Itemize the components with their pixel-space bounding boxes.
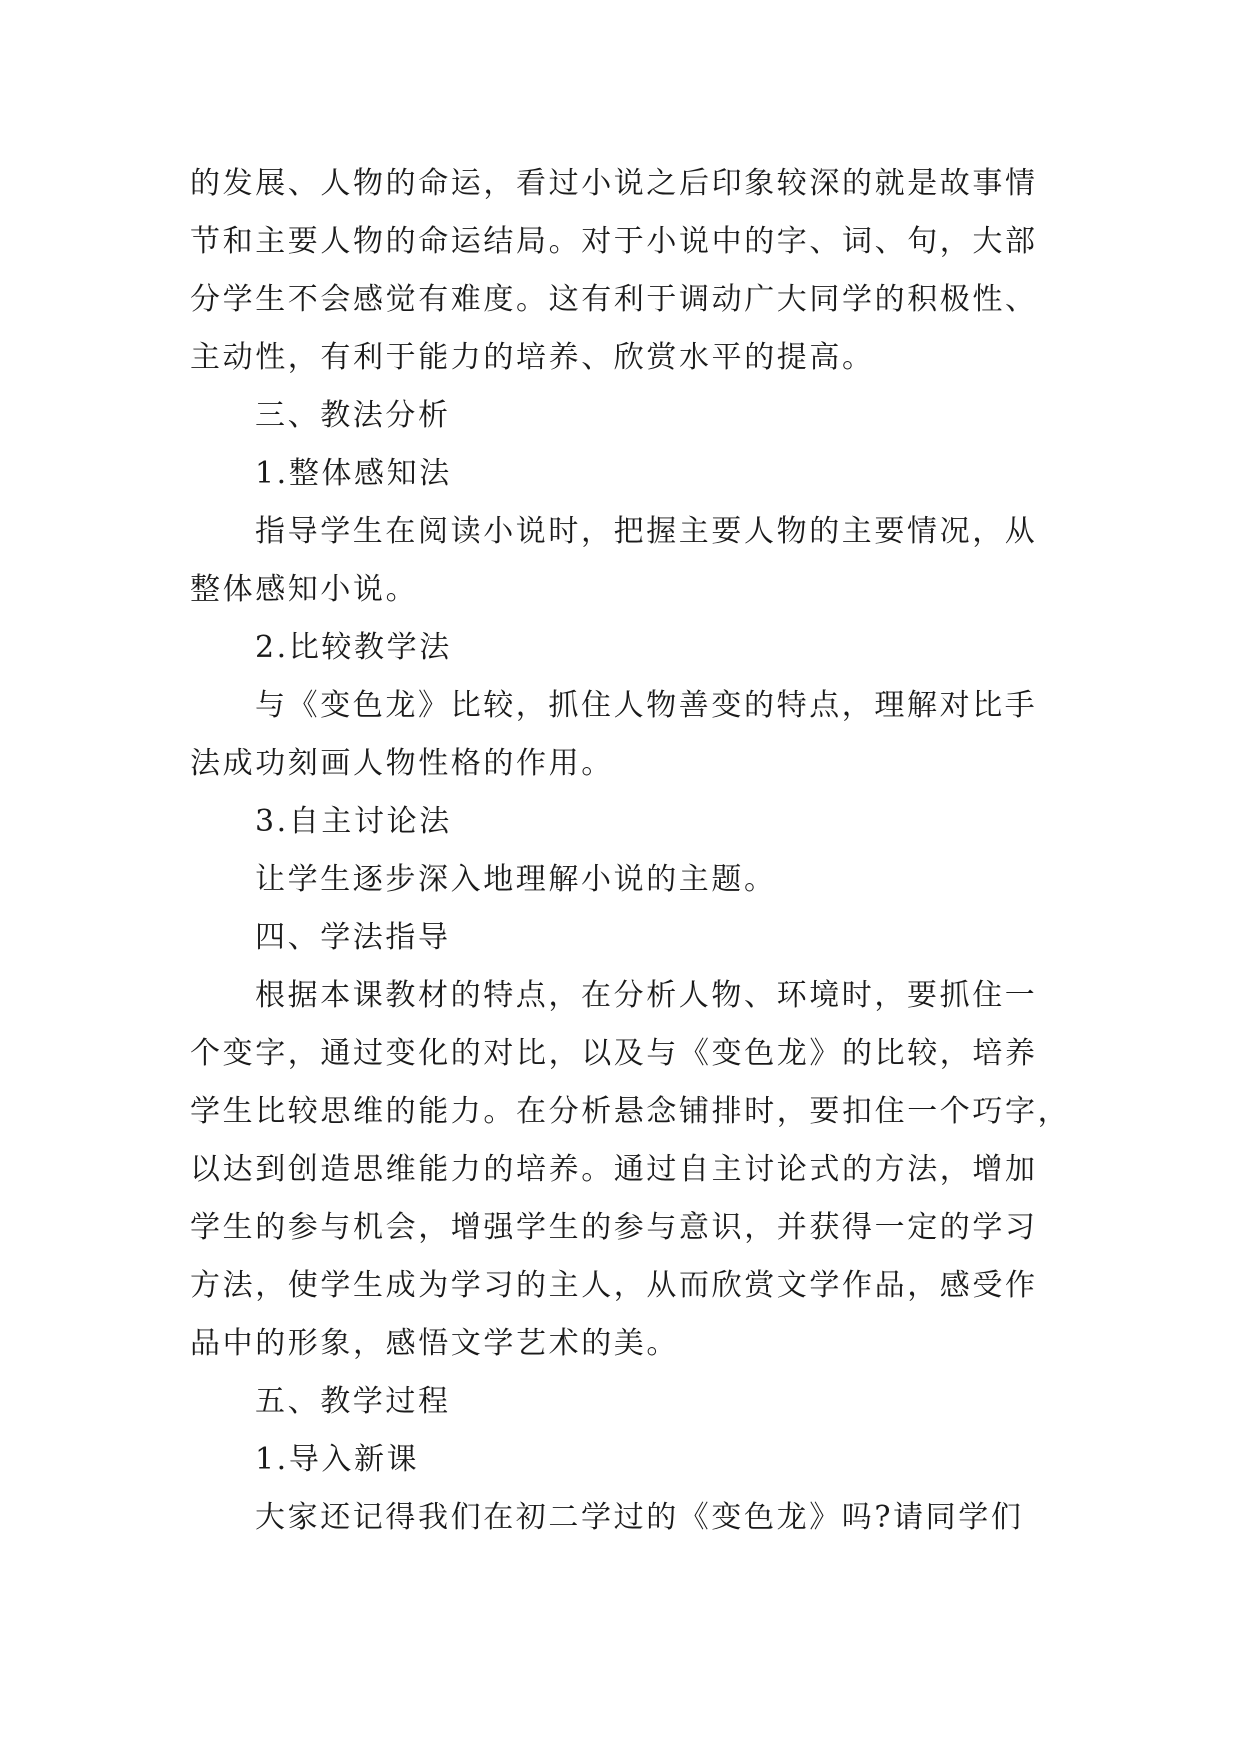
section-heading <box>190 619 1070 677</box>
text-line: 学生的参与机会，增强学生的参与意识，并获得一定的学习 <box>190 1210 1038 1245</box>
text-line: 的发展、人物的命运，看过小说之后印象较深的就是故事情 <box>190 166 1038 201</box>
section-heading <box>190 445 1070 503</box>
text-line: 法成功刻画人物性格的作用。 <box>190 746 614 781</box>
text-line: 个变字，通过变化的对比，以及与《变色龙》的比较，培养 <box>190 1036 1038 1071</box>
section-heading <box>190 387 1070 445</box>
section-heading <box>190 793 1070 851</box>
body-paragraph <box>190 1489 1070 1547</box>
text-line: 三、教法分析 <box>255 398 451 433</box>
text-line: 以达到创造思维能力的培养。通过自主讨论式的方法，增加 <box>190 1152 1038 1187</box>
text-line: 让学生逐步深入地理解小说的主题。 <box>255 862 777 897</box>
section-heading <box>190 1431 1070 1489</box>
text-line: 3.自主讨论法 <box>255 804 452 839</box>
text-line: 与《变色龙》比较，抓住人物善变的特点，理解对比手 <box>255 688 1038 723</box>
text-line: 1.导入新课 <box>255 1442 420 1477</box>
body-paragraph <box>190 851 1070 909</box>
text-line: 根据本课教材的特点，在分析人物、环境时，要抓住一 <box>255 978 1038 1013</box>
text-line: 品中的形象，感悟文学艺术的美。 <box>190 1326 679 1361</box>
text-line: 方法，使学生成为学习的主人，从而欣赏文学作品，感受作 <box>190 1268 1038 1303</box>
body-paragraph <box>190 503 1070 619</box>
section-heading <box>190 909 1070 967</box>
body-paragraph <box>190 677 1070 793</box>
text-line: 整体感知小说。 <box>190 572 419 607</box>
body-paragraph <box>190 967 1070 1373</box>
section-heading <box>190 1373 1070 1431</box>
document-body <box>190 155 1070 1547</box>
text-line: 1.整体感知法 <box>255 456 452 491</box>
text-line: 四、学法指导 <box>255 920 451 955</box>
body-paragraph <box>190 155 1070 387</box>
text-line: 大家还记得我们在初二学过的《变色龙》吗?请同学们 <box>255 1500 1024 1535</box>
text-line: 主动性，有利于能力的培养、欣赏水平的提高。 <box>190 340 875 375</box>
text-line: 五、教学过程 <box>255 1384 451 1419</box>
text-line: 2.比较教学法 <box>255 630 452 665</box>
text-line: 指导学生在阅读小说时，把握主要人物的主要情况，从 <box>255 514 1038 549</box>
text-line: 节和主要人物的命运结局。对于小说中的字、词、句，大部 <box>190 224 1038 259</box>
text-line: 学生比较思维的能力。在分析悬念铺排时，要扣住一个巧字， <box>190 1094 1071 1129</box>
text-line: 分学生不会感觉有难度。这有利于调动广大同学的积极性、 <box>190 282 1038 317</box>
